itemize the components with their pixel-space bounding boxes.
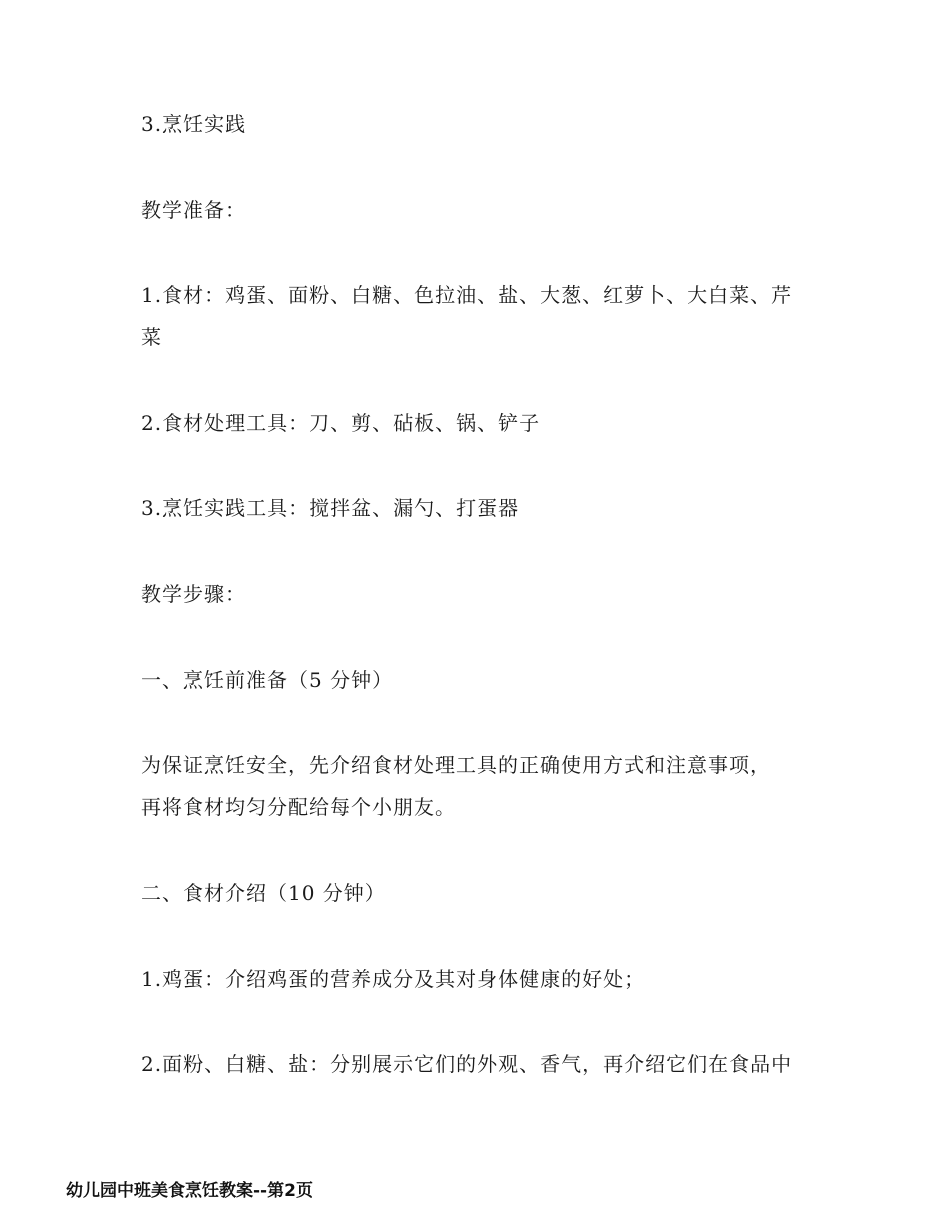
text-line-step-one-heading: 一、烹饪前准备（5 分钟） [141,668,394,692]
text-line-prep-heading: 教学准备： [141,198,246,222]
text-line-steps-heading: 教学步骤： [141,582,246,606]
text-line-cooking-tools: 3.烹饪实践工具：搅拌盆、漏勺、打蛋器 [141,496,520,520]
text-line-processing-tools: 2.食材处理工具：刀、剪、砧板、锅、铲子 [141,411,541,435]
text-line-step-two-heading: 二、食材介绍（10 分钟） [141,881,386,905]
text-line-ingredients: 1.食材：鸡蛋、面粉、白糖、色拉油、盐、大葱、红萝卜、大白菜、芹 [141,283,793,307]
text-line-flour-intro: 2.面粉、白糖、盐：分别展示它们的外观、香气，再介绍它们在食品中 [141,1052,793,1076]
page-footer: 幼儿园中班美食烹饪教案--第2页 [66,1181,313,1201]
text-line-ingredients-cont: 菜 [141,325,162,349]
text-line-step-one-body-cont: 再将食材均匀分配给每个小朋友。 [141,795,456,819]
text-line-step-one-body: 为保证烹饪安全，先介绍食材处理工具的正确使用方式和注意事项， [141,753,771,777]
text-line-practice-heading: 3.烹饪实践 [141,112,247,136]
text-line-egg-intro: 1.鸡蛋：介绍鸡蛋的营养成分及其对身体健康的好处； [141,967,646,991]
